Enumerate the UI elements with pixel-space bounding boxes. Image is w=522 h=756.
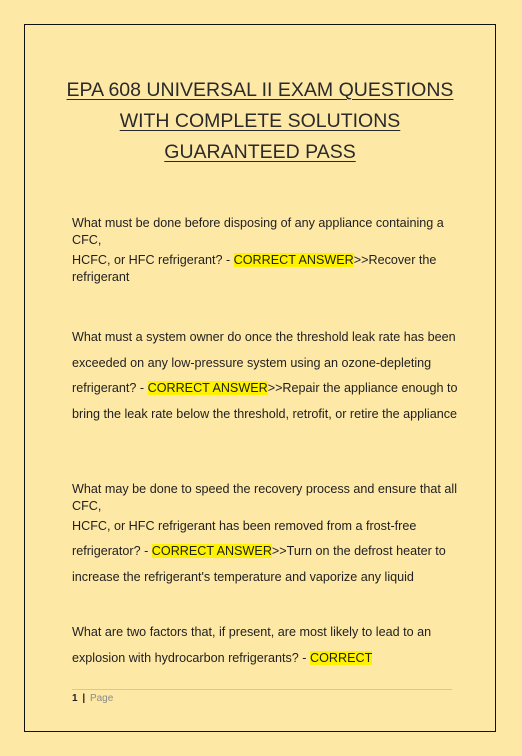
correct-answer-highlight: CORRECT ANSWER (151, 544, 272, 558)
question-3-line-2: HCFC, or HFC refrigerant has been removed from a frost-free (72, 519, 417, 533)
question-4-paragraph (72, 620, 462, 671)
question-3-continued (72, 539, 462, 590)
title-line-3: GUARANTEED PASS (164, 141, 356, 163)
question-1-text: What must be done before disposing of any appliance containing a CFC, (72, 216, 444, 247)
question-block-2 (72, 325, 462, 427)
title-line-1: EPA 608 UNIVERSAL II EXAM QUESTIONS (66, 79, 454, 101)
answer-1-text: >>Recover the refrigerant (72, 253, 437, 284)
correct-answer-highlight-partial: CORRECT (310, 650, 373, 665)
question-2-paragraph (72, 325, 462, 427)
answer-3-text: >>Turn on the defrost heater to increase the refrigerant's temperature and vaporize any liquid (72, 544, 446, 584)
page-number: 1 (72, 693, 78, 704)
question-block-3 (72, 481, 462, 590)
question-3-text: What may be done to speed the recovery process and ensure that all CFC, (72, 482, 458, 513)
question-2-text: What must a system owner do once the threshold leak rate has been exceeded on any low-pressure system using an ozone-depleting refrigerant? - (72, 330, 456, 396)
question-block-1 (72, 215, 462, 289)
page-label: Page (89, 693, 114, 704)
title-line-2: WITH COMPLETE SOLUTIONS (119, 110, 401, 132)
document-title (40, 75, 480, 168)
correct-answer-highlight: CORRECT ANSWER (233, 253, 354, 267)
question-1-tail: HCFC, or HFC refrigerant? - (72, 253, 234, 267)
footer-separator: | (82, 693, 86, 704)
question-block-4 (72, 620, 462, 671)
footer-divider (72, 689, 452, 690)
question-4-text: What are two factors that, if present, are most likely to lead to an explosion with hydrocarbon refrigerants? - (72, 625, 432, 665)
question-3-tail: refrigerator? - (72, 544, 152, 558)
correct-answer-highlight: CORRECT ANSWER (147, 381, 268, 396)
page-footer (72, 692, 113, 706)
question-1-continued (72, 252, 462, 286)
answer-2-text: >>Repair the appliance enough to bring the leak rate below the threshold, retrofit, or retire the appliance (72, 381, 458, 421)
